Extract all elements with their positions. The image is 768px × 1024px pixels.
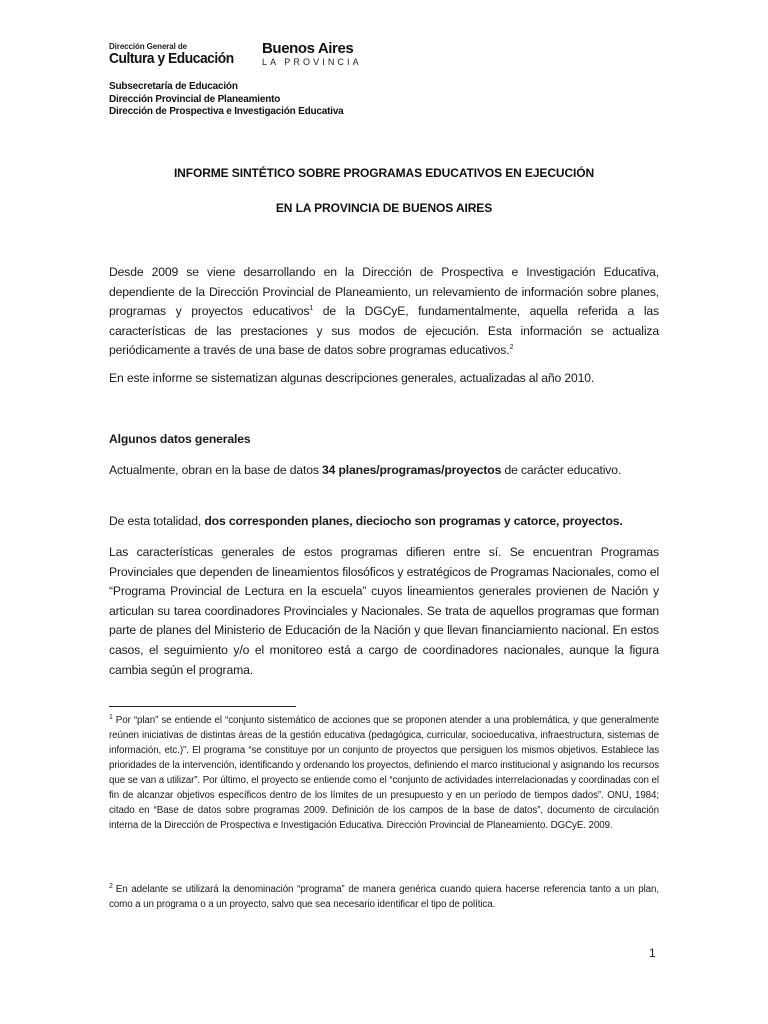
paragraph-breakdown-text: De esta totalidad,	[109, 514, 205, 528]
paragraph-count-text-b: de carácter educativo.	[501, 463, 622, 477]
footnote-ref-1[interactable]: 1	[309, 305, 314, 313]
page-number: 1	[649, 946, 656, 960]
footnote-1-text: Por “plan” se entiende el “conjunto sistemático de acciones que se proponen atender a una problemática, y que generalmente reúnen iniciativas de distintas áreas de la gestión educativa (pedagógica, curricular, socioeducativa, infraestructura, sistemas de información, etc.)”. El programa “se constituye por un conjunto de proyectos que persiguen los mismos objetivos. Establece las prioridades de la intervención, identificando y ordenando los proyectos, definiendo el marco institucional y asignando los recursos que se van a utilizar”. Por último, el proyecto se entiende como el “conjunto de actividades interrelacionadas y coordinadas con el fin de alcanzar objetivos específicos dentro de los límites de un presupuesto y en un período de tiempos dados”. ONU, 1984; citado en “Base de datos sobre programas 2009. Definición de los campos de la base de datos”, documento de circulación interna de la Dirección de Prospectiva e Investigación Educativa. Dirección Provincial de Planeamiento. DGCyE. 2009.	[109, 715, 659, 831]
document-title-line-2: EN LA PROVINCIA DE BUENOS AIRES	[275, 201, 493, 215]
footnote-2-text: En adelante se utilizará la denominación “programa” de manera genérica cuando quiera hacerse referencia tanto a un plan, como a un programa o a un proyecto, salvo que sea necesario identificar el tipo de política.	[109, 884, 659, 910]
logo-right-big-text: Buenos Aires	[262, 40, 354, 57]
footnote-2	[109, 882, 659, 912]
logo-left-small-text: Dirección General de	[109, 42, 188, 51]
logo-right-small-text: LA PROVINCIA	[262, 57, 362, 67]
section-heading: Algunos datos generales	[109, 432, 251, 446]
paragraph-count	[109, 461, 659, 481]
paragraph-intro-text-a: Desde 2009 se viene desarrollando en la Dirección de Prospectiva e Investigación Educativa, dependiente de la Dirección Provincial de Planeamiento, un relevamiento de información sobre planes, programas y proyectos educativos	[109, 265, 659, 319]
document-title-line-1: INFORME SINTÉTICO SOBRE PROGRAMAS EDUCATIVOS EN EJECUCIÓN	[173, 166, 595, 180]
paragraph-count-bold: 34 planes/programas/proyectos	[322, 463, 502, 477]
department-line: Dirección Provincial de Planeamiento	[109, 93, 281, 105]
department-line: Dirección de Prospectiva e Investigación Educativa	[109, 106, 344, 117]
paragraph-characteristics: Las características generales de estos programas difieren entre sí. Se encuentran Programas Provinciales que dependen de lineamientos filosóficos y estratégicos de Programas Nacionales, como el “Programa Provincial de Lectura en la escuela” cuyos lineamientos generales provienen de Nación y articulan su tarea coordinadores Provinciales y Nacionales. Se trata de aquellos programas que forman parte de planes del Ministerio de Educación de la Nación y que llevan financiamiento nacional. En estos casos, el seguimiento y/o el monitoreo está a cargo de coordinadores nacionales, aunque la figura cambia según el programa.	[109, 545, 659, 677]
logo-left-big-text: Cultura y Educación	[109, 50, 234, 67]
paragraph-count-text-a: Actualmente, obran en la base de datos	[109, 463, 322, 477]
paragraph-intro-text-b: de la DGCyE, fundamentalmente, aquella referida a las características de las prestaciones y sus modos de ejecución. Esta información se actualiza periódicamente a través de una base de datos sobre programas educativos.	[109, 304, 659, 358]
paragraph-scope: En este informe se sistematizan algunas descripciones generales, actualizadas al año 2010.	[109, 371, 595, 385]
dgcye-logo	[109, 42, 245, 67]
paragraph-breakdown	[109, 512, 659, 532]
footnote-separator	[109, 706, 296, 707]
department-header	[109, 81, 344, 119]
buenos-aires-logo	[262, 41, 362, 67]
paragraph-breakdown-bold: dos corresponden planes, dieciocho son programas y catorce, proyectos.	[204, 514, 623, 528]
footnote-1-mark: 1	[109, 713, 113, 721]
footnote-2-mark: 2	[109, 882, 113, 890]
footnote-ref-2[interactable]: 2	[509, 344, 514, 352]
footnote-1	[109, 713, 659, 833]
paragraph-intro	[109, 263, 659, 361]
department-line: Subsecretaría de Educación	[109, 81, 238, 92]
